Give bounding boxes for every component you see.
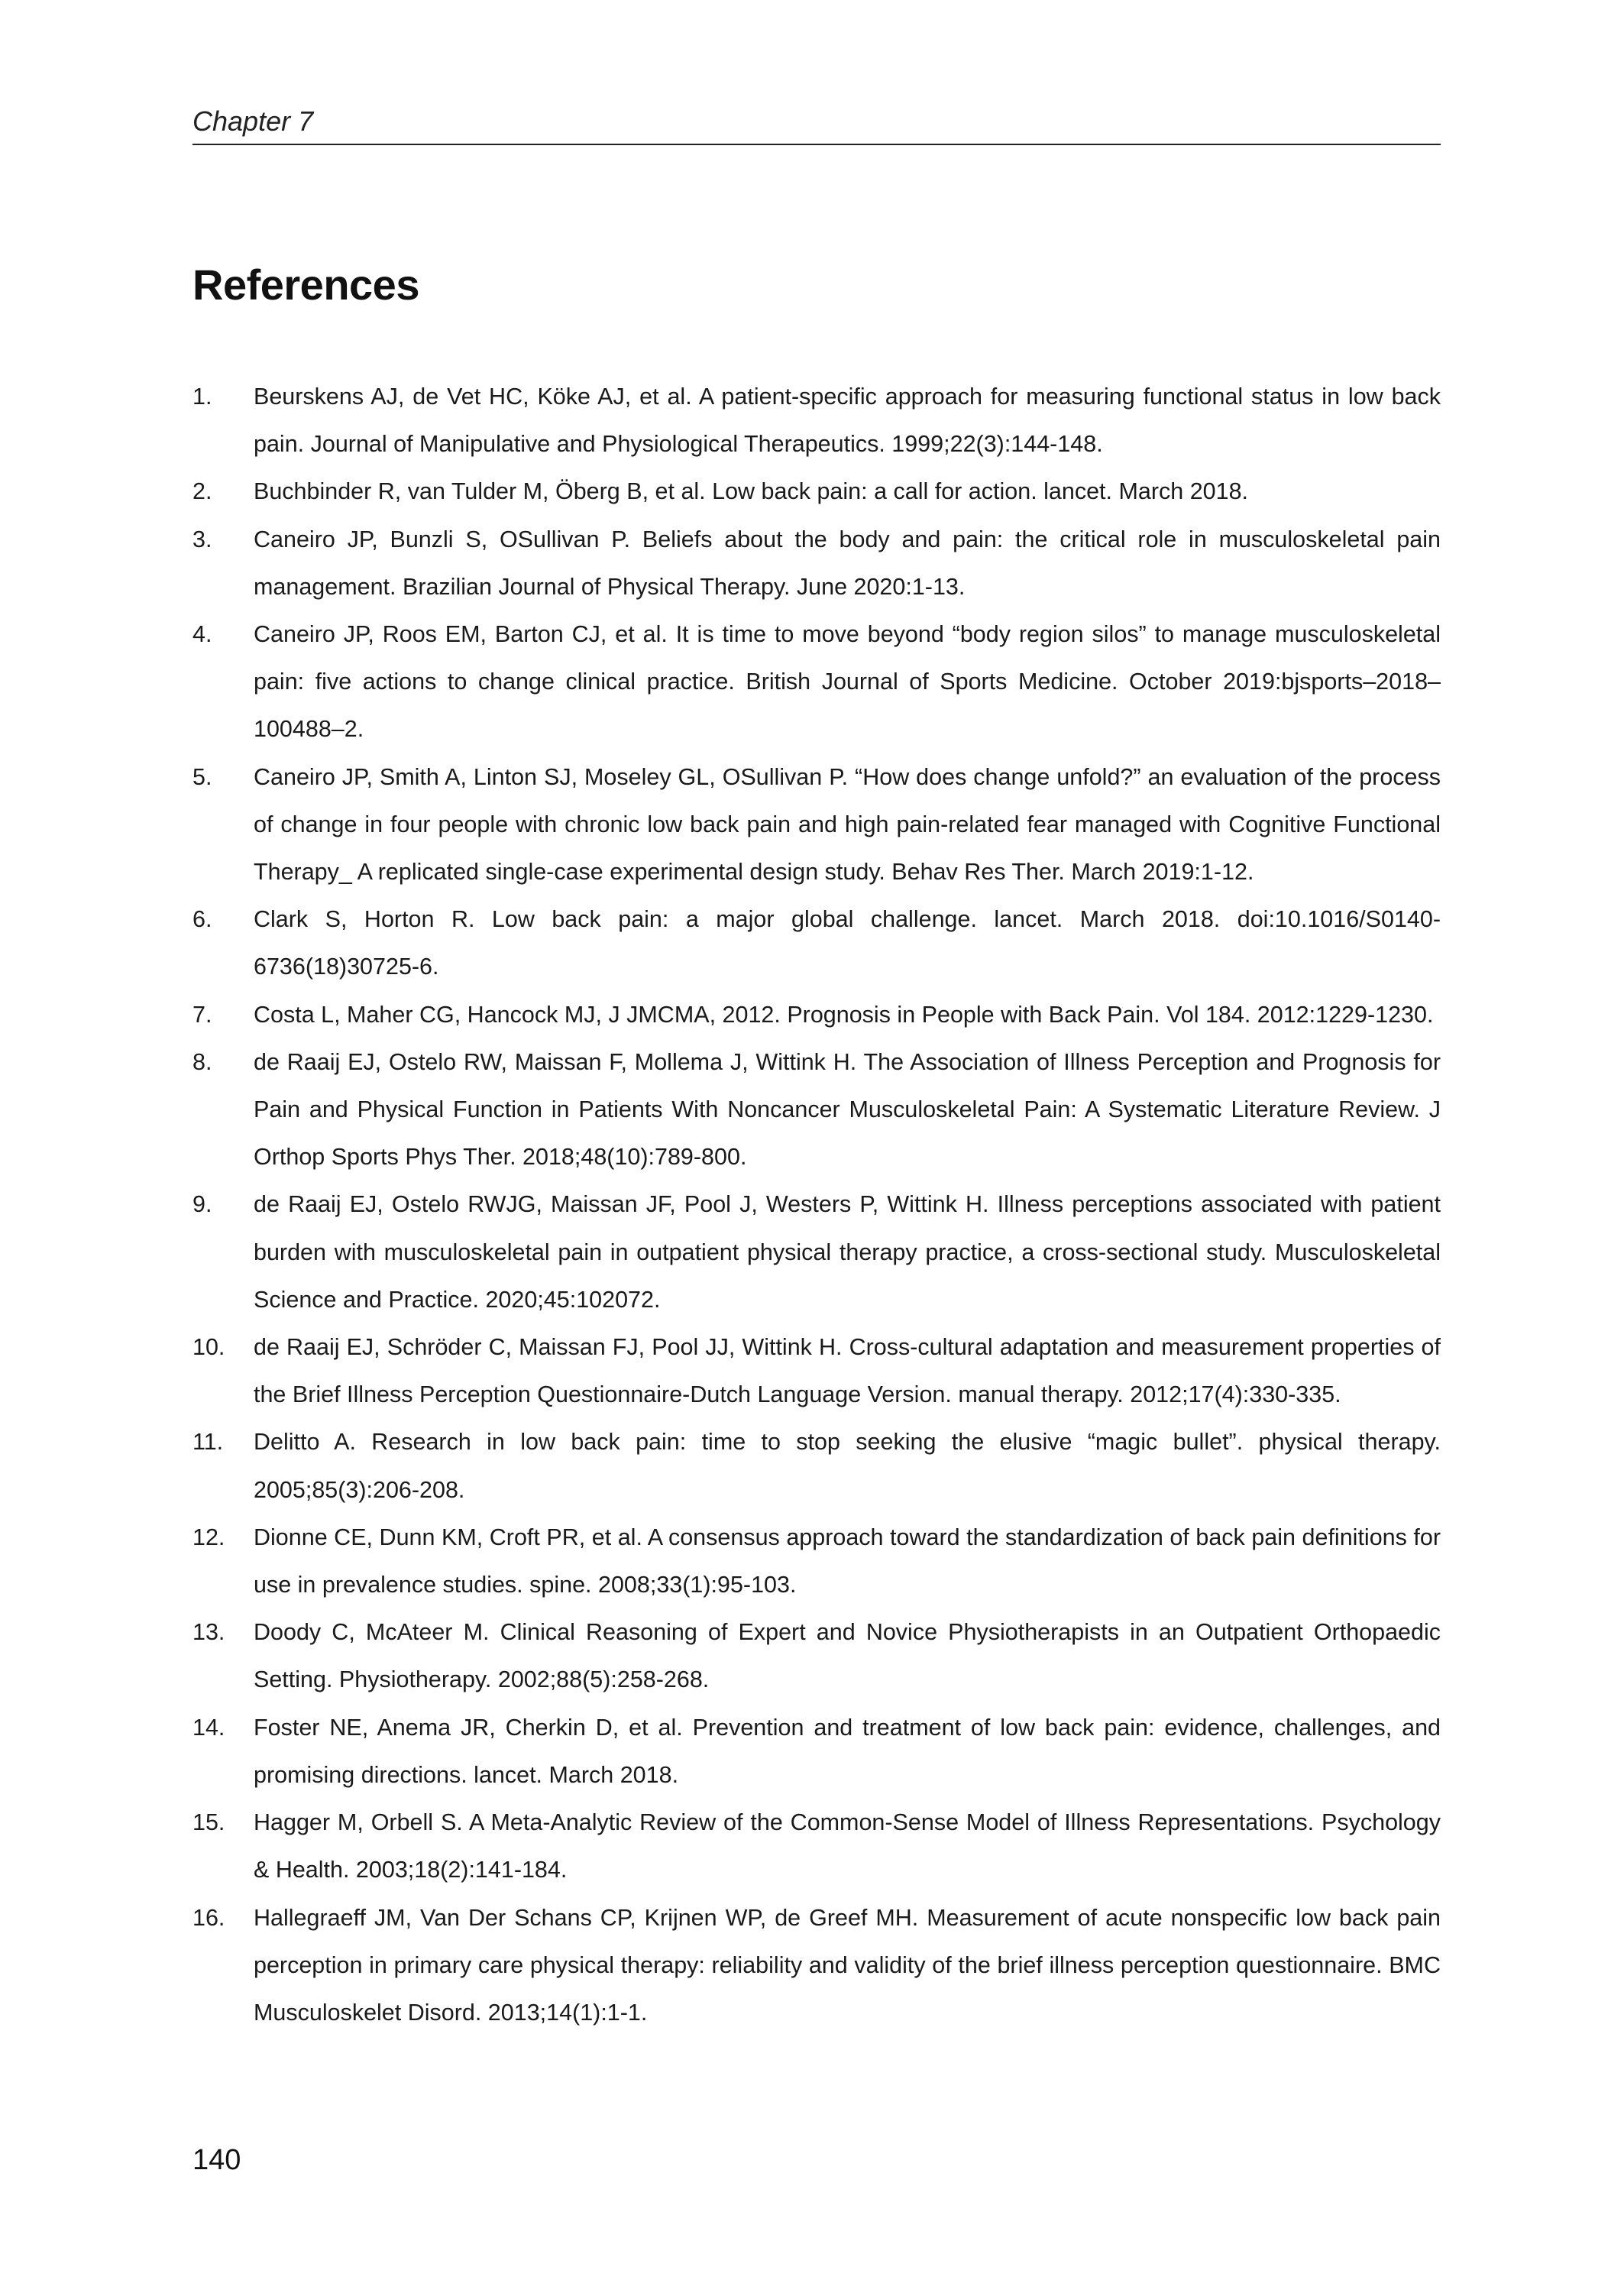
reference-number: 7.	[192, 1001, 212, 1028]
reference-item	[192, 1514, 1441, 1608]
reference-text: Foster NE, Anema JR, Cherkin D, et al. Prevention and treatment of low back pain: evidence, challenges, and promising directions. lancet. March 2018.	[254, 1714, 1441, 1788]
reference-number: 9.	[192, 1191, 212, 1218]
reference-item	[192, 1608, 1441, 1703]
reference-text: Caneiro JP, Roos EM, Barton CJ, et al. It is time to move beyond “body region silos” to manage musculoskeletal pain: five actions to change clinical practice. British Journal of Sports Medicine. October 2019:bjsports–2018–100488–2.	[254, 621, 1441, 743]
reference-number: 15.	[192, 1809, 225, 1836]
reference-item	[192, 373, 1441, 468]
reference-text: Clark S, Horton R. Low back pain: a major global challenge. lancet. March 2018. doi:10.1016/S0140-6736(18)30725-6.	[254, 906, 1441, 980]
reference-number: 6.	[192, 906, 212, 933]
reference-text: Caneiro JP, Smith A, Linton SJ, Moseley GL, OSullivan P. “How does change unfold?” an evaluation of the process of change in four people with chronic low back pain and high pain-related fear managed with Cognitive Functional Therapy_ A replicated single-case experimental design study. Behav Res Ther. March 2019:1-12.	[254, 763, 1441, 886]
reference-list	[192, 373, 1441, 2036]
reference-number: 14.	[192, 1714, 225, 1741]
reference-item	[192, 1418, 1441, 1513]
reference-text: Hallegraeff JM, Van Der Schans CP, Krijnen WP, de Greef MH. Measurement of acute nonspecific low back pain perception in primary care physical therapy: reliability and validity of the brief illness perception questionnaire. BMC Musculoskelet Disord. 2013;14(1):1-1.	[254, 1904, 1441, 2026]
reference-number: 1.	[192, 384, 212, 410]
reference-text: Dionne CE, Dunn KM, Croft PR, et al. A consensus approach toward the standardization of back pain definitions for use in prevalence studies. spine. 2008;33(1):95-103.	[254, 1524, 1441, 1598]
reference-number: 10.	[192, 1334, 225, 1361]
reference-number: 4.	[192, 621, 212, 648]
page-number: 140	[192, 2144, 241, 2176]
reference-item	[192, 1323, 1441, 1418]
reference-item	[192, 516, 1441, 610]
reference-text: Caneiro JP, Bunzli S, OSullivan P. Beliefs about the body and pain: the critical role in musculoskeletal pain management. Brazilian Journal of Physical Therapy. June 2020:1-13.	[254, 526, 1441, 600]
reference-number: 2.	[192, 478, 212, 505]
running-header	[192, 98, 1441, 145]
reference-item	[192, 1038, 1441, 1181]
reference-number: 3.	[192, 526, 212, 552]
reference-text: Delitto A. Research in low back pain: time to stop seeking the elusive “magic bullet”. physical therapy. 2005;85(3):206-208.	[254, 1429, 1441, 1503]
chapter-label: Chapter 7	[192, 105, 314, 137]
reference-item	[192, 610, 1441, 753]
reference-text: Doody C, McAteer M. Clinical Reasoning of Expert and Novice Physiotherapists in an Outpatient Orthopaedic Setting. Physiotherapy. 2002;88(5):258-268.	[254, 1619, 1441, 1693]
reference-number: 5.	[192, 763, 212, 790]
reference-text: Buchbinder R, van Tulder M, Öberg B, et al. Low back pain: a call for action. lancet. March 2018.	[254, 478, 1249, 505]
reference-item	[192, 896, 1441, 990]
reference-number: 8.	[192, 1048, 212, 1075]
reference-item	[192, 468, 1441, 515]
reference-number: 16.	[192, 1904, 225, 1931]
reference-number: 12.	[192, 1524, 225, 1550]
reference-number: 11.	[192, 1429, 224, 1456]
reference-text: de Raaij EJ, Ostelo RW, Maissan F, Mollema J, Wittink H. The Association of Illness Perception and Prognosis for Pain and Physical Function in Patients With Noncancer Musculoskeletal Pain: A Systematic Literature Review. J Orthop Sports Phys Ther. 2018;48(10):789-800.	[254, 1048, 1441, 1171]
page-title: References	[192, 261, 419, 309]
reference-text: Costa L, Maher CG, Hancock MJ, J JMCMA, 2012. Prognosis in People with Back Pain. Vol 184. 2012:1229-1230.	[254, 1001, 1434, 1028]
reference-item	[192, 1799, 1441, 1893]
reference-text: Hagger M, Orbell S. A Meta-Analytic Review of the Common-Sense Model of Illness Representations. Psychology & Health. 2003;18(2):141-184.	[254, 1809, 1441, 1883]
reference-number: 13.	[192, 1619, 225, 1646]
reference-text: de Raaij EJ, Ostelo RWJG, Maissan JF, Pool J, Westers P, Wittink H. Illness perceptions associated with patient burden with musculoskeletal pain in outpatient physical therapy practice, a cross-sectional study. Musculoskeletal Science and Practice. 2020;45:102072.	[254, 1191, 1441, 1313]
reference-item	[192, 991, 1441, 1038]
reference-text: de Raaij EJ, Schröder C, Maissan FJ, Pool JJ, Wittink H. Cross-cultural adaptation and measurement properties of the Brief Illness Perception Questionnaire-Dutch Language Version. manual therapy. 2012;17(4):330-335.	[254, 1334, 1441, 1408]
reference-item	[192, 753, 1441, 896]
reference-item	[192, 1181, 1441, 1323]
reference-item	[192, 1704, 1441, 1799]
reference-item	[192, 1894, 1441, 2037]
reference-text: Beurskens AJ, de Vet HC, Köke AJ, et al. A patient-specific approach for measuring functional status in low back pain. Journal of Manipulative and Physiological Therapeutics. 1999;22(3):144-148.	[254, 384, 1441, 458]
